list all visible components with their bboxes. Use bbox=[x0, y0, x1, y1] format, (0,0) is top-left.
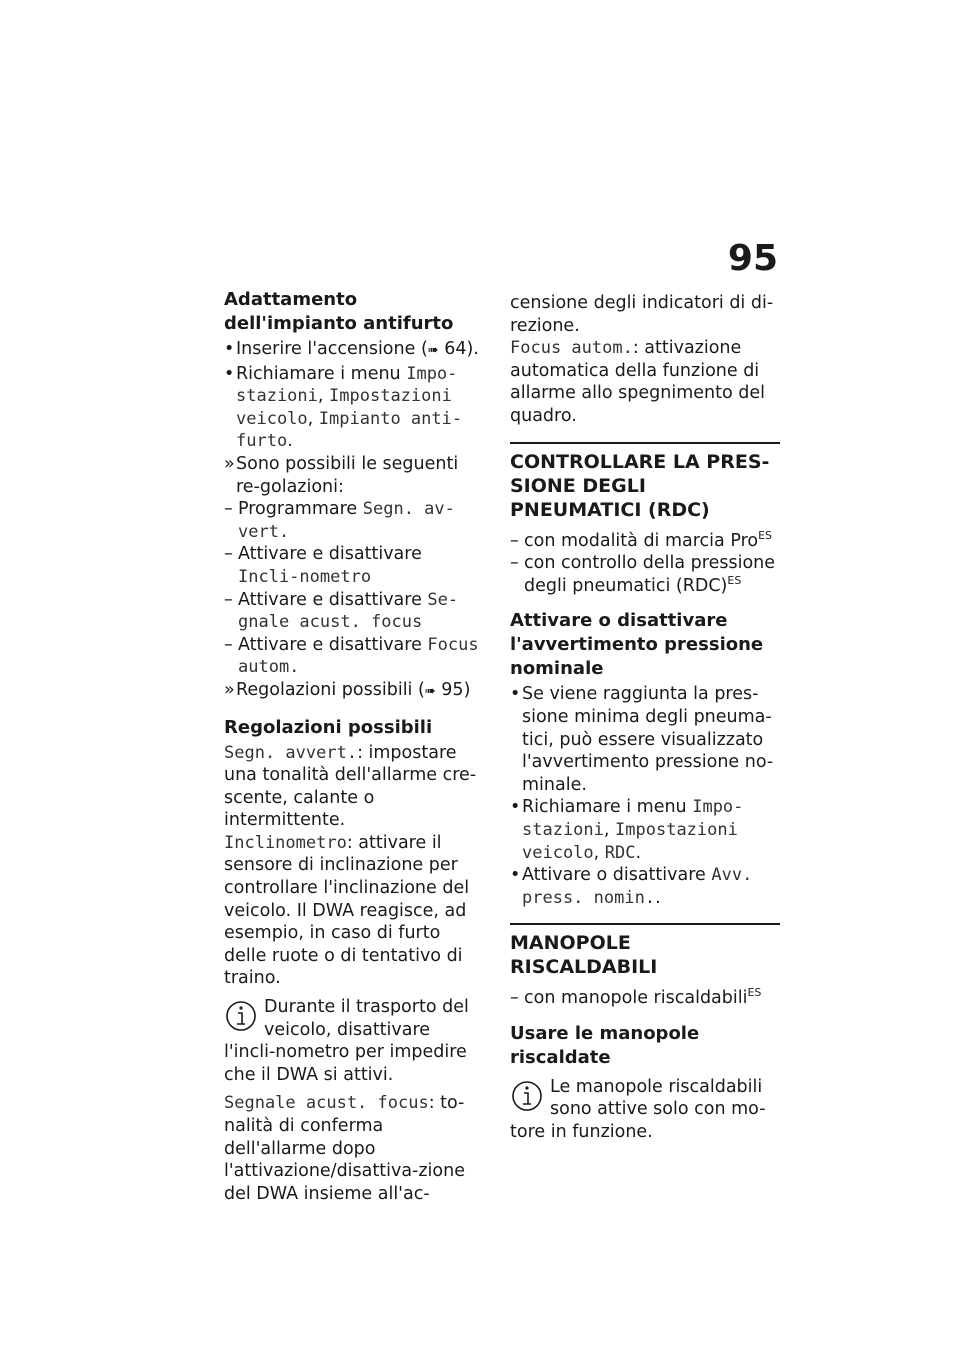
dash-icon: – bbox=[510, 988, 519, 1009]
dash-icon: – bbox=[224, 589, 233, 610]
arrow-ref-icon: ➠ bbox=[427, 343, 439, 358]
paragraph: Segn. avvert.: impostare una tonalità dell'allarme cre-scente, calante o intermittente. bbox=[224, 742, 477, 831]
info-icon bbox=[224, 996, 258, 1036]
result-arrow-icon: » bbox=[224, 453, 235, 474]
page-number: 95 bbox=[727, 238, 778, 279]
list-item: – con controllo della pressione degli pneumatici (RDC)$^{ES}$ bbox=[510, 553, 776, 596]
paragraph: censione degli indicatori di di-rezione. bbox=[510, 293, 774, 336]
section-divider bbox=[510, 442, 780, 444]
bullet-icon: • bbox=[224, 339, 235, 359]
list-item: • Inserire l'accensione (➠ 64). bbox=[224, 339, 479, 359]
section-title-manopole: MANOPOLE RISCALDABILI bbox=[510, 932, 658, 979]
paragraph: Segnale acust. focus: to-nalità di conferma dell'allarme dopo l'attivazione/disattiva-zione del DWA insieme all'ac- bbox=[224, 1093, 465, 1204]
result-arrow-icon: » bbox=[224, 679, 235, 700]
dash-icon: – bbox=[224, 634, 233, 655]
heading-manopole: Usare le manopole riscaldate bbox=[510, 1022, 700, 1068]
list-item: – Attivare e disattivare Focus autom. bbox=[224, 634, 479, 678]
list-item: » Regolazioni possibili (➠ 95) bbox=[224, 679, 471, 700]
right-column bbox=[510, 292, 780, 1144]
paragraph: Inclinometro: attivare il sensore di inclinazione per controllare l'inclinazione del veicolo. Il DWA reagisce, ad esempio, in caso di furto delle ruote o di tentativo di traino. bbox=[224, 832, 470, 989]
list-item: – Attivare e disattivare Incli-nometro bbox=[224, 544, 422, 587]
heading-antifurto: Adattamento dell'impianto antifurto bbox=[224, 289, 454, 334]
section-divider bbox=[510, 923, 780, 925]
list-item: • Attivare o disattivare Avv. press. nomin.. bbox=[510, 865, 753, 908]
bullet-icon: • bbox=[510, 865, 521, 886]
list-item: – Attivare e disattivare Se-gnale acust. focus bbox=[224, 589, 459, 633]
list-item: – Programmare Segn. av-vert. bbox=[224, 499, 455, 542]
info-icon bbox=[510, 1076, 544, 1116]
list-item: • Se viene raggiunta la pres-sione minima degli pneuma-tici, può essere visualizzato l'avvertimento pressione no-minale. bbox=[510, 684, 774, 795]
dash-icon: – bbox=[224, 499, 233, 520]
heading-avvertimento: Attivare o disattivare l'avvertimento pressione nominale bbox=[510, 610, 764, 680]
list-item: • Richiamare i menu Impo-stazioni, Impostazioni veicolo, RDC. bbox=[510, 797, 744, 863]
dash-icon: – bbox=[510, 530, 519, 551]
list-item: • Richiamare i menu Impo-stazioni, Impostazioni veicolo, Impianto anti-furto. bbox=[224, 363, 463, 452]
arrow-ref-icon: ➠ bbox=[424, 683, 436, 699]
dash-icon: – bbox=[224, 544, 233, 565]
bullet-icon: • bbox=[510, 684, 521, 705]
info-note: Le manopole riscaldabili sono attive solo con mo-tore in funzione. bbox=[510, 1076, 766, 1143]
bullet-icon: • bbox=[224, 363, 235, 384]
info-note: Durante il trasporto del veicolo, disattivare l'incli-nometro per impedire che il DWA si attivi. bbox=[224, 997, 469, 1085]
list-item: » Sono possibili le seguenti re-golazioni: bbox=[224, 453, 459, 497]
paragraph: Focus autom.: attivazione automatica della funzione di allarme allo spegnimento del quadro. bbox=[510, 338, 765, 426]
heading-regolazioni: Regolazioni possibili bbox=[224, 716, 433, 738]
list-item: – con modalità di marcia Pro$^{ES}$ bbox=[510, 528, 773, 551]
dash-icon: – bbox=[510, 553, 519, 574]
bullet-icon: • bbox=[510, 797, 521, 818]
list-item: – con manopole riscaldabili$^{ES}$ bbox=[510, 986, 762, 1009]
left-column bbox=[224, 288, 486, 1205]
section-title-rdc: CONTROLLARE LA PRES-SIONE DEGLI PNEUMATICI (RDC) bbox=[510, 450, 770, 521]
